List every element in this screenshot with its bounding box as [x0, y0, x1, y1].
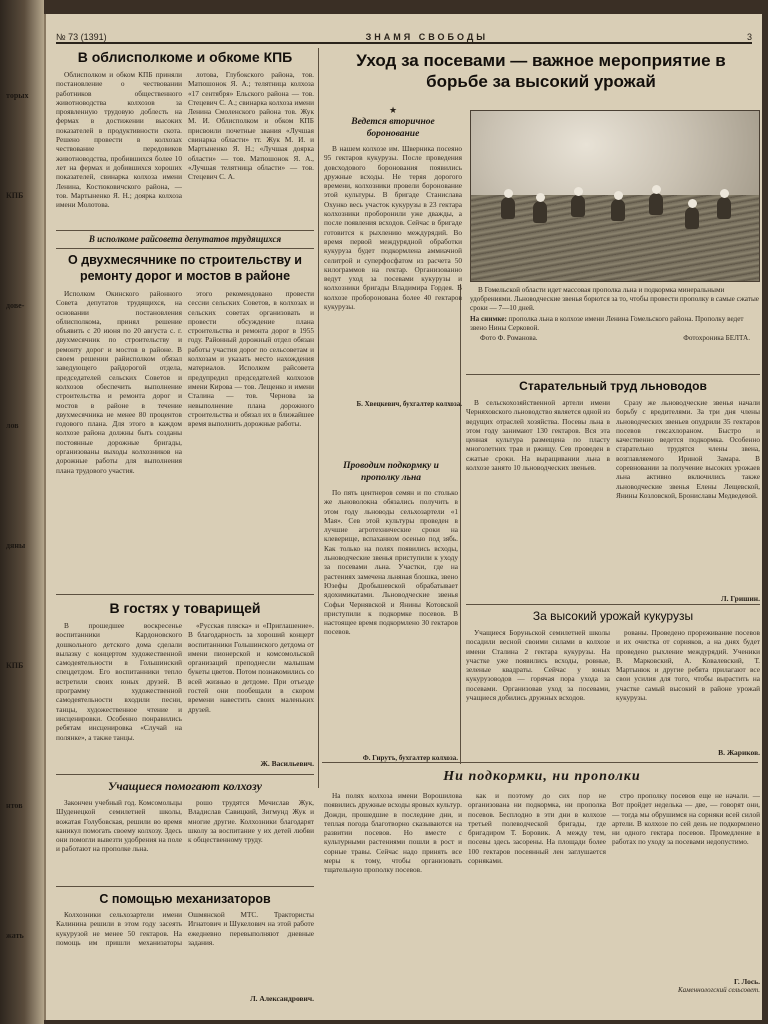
- main-title: Уход за посевами — важное мероприятие в борьбе за высокий урожай: [356, 51, 726, 91]
- article-body: В сельскохозяйственной артели имени Черняховского льноводство является одной из ведущих отраслей хозяйства. Посевы льна в этом году занимают 130 гектаров. Вся эта ценная культура размещена по пласту многолетних трав и ржищу. Сев проведен в сжатые сроки. На выращивании льна в колхозе занято 10 льноводческих звеньев.: [466, 398, 610, 473]
- ispolkom-article: [56, 48, 314, 228]
- article-title: Старательный труд льноводов: [519, 379, 707, 393]
- photo-credit: Фото Ф. Романова.: [480, 334, 538, 342]
- article-body: рованы. Проведено прореживание посевов и их очистка от сорняков, а на днях будет проведено рыхление междурядий. Ученики В. Марковский, А. Ковалевский, Т. Мартынюк и другие ребята прилагают все свои усилия для того, чтобы вырастить на участке самый высокий в районе урожай кукурузы.: [616, 628, 760, 703]
- strip-fragment: жать: [6, 931, 24, 940]
- strip-fragment: дяны: [6, 541, 26, 550]
- signature: В. Жариков.: [718, 748, 760, 757]
- article-title: Проводим подкормку и прополку льна: [343, 461, 439, 483]
- page-header: [56, 28, 752, 44]
- newspaper-page: [44, 14, 762, 1020]
- page-number: 3: [746, 32, 752, 42]
- signature: Г. Лось.: [734, 977, 760, 986]
- photo-agency: Фотохроника БЕЛТА.: [683, 334, 750, 342]
- masthead: ЗНАМЯ СВОБОДЫ: [365, 32, 489, 42]
- main-headline: [326, 50, 756, 92]
- mechanizers-article: [56, 886, 314, 1003]
- adjacent-page-strip: [0, 0, 44, 1024]
- strip-fragment: КПБ: [6, 191, 24, 200]
- article-title: В облисполкоме и обкоме КПБ: [77, 49, 293, 65]
- guests-article: [56, 594, 314, 771]
- signature: Л. Александрович.: [250, 994, 314, 1003]
- article-body: В нашем колхозе им. Шверника посеяно 95 гектаров кукурузы. После проведения довсходового боронования появились дружные всходы. Не теряя дорогого времени, колхозники провели боронование этой культуры. В бригаде Станислава Охунко весь участок кукурузы в 23 гектара колхозники проборонили уже дважды, а после появления всходов. Сейчас в бригаде готовится к рыхлению междурядий. Во время первой междурядной обработки кукуруза будет подкормлена аммиачной селитрой и суперфосфатом из расчета 50 килограммов на гектар. Организованно ведут уход за посевами кукурузы и колхозники бригады Владимира Гордея. В колхозе проборонована более 40 гектаров кукурузы.: [324, 144, 462, 312]
- section-kicker: В исполкоме райсовета депутатов трудящихся: [88, 234, 282, 244]
- article-body: этого рекомендовано провести сессии сельских Советов, в колхозах и сельских советах организовать и провести обсуждение плана строительства и ремонта дорог в 1955 году. Районный дорожный отдел обязан работы участия дорог по сельсоветам и колхозам и указать место нахождения материалов. Исполком райсовета предупредил председателей колхозов имени Кирова — тов. Лещенко и имени Сталина — тов. Чернова за невыполнение плана дорожного строительства и обязал их в ближайшее время выполнить дорожные работы.: [188, 289, 314, 429]
- article-title: О двухмесячнике по строительству и ремонту дорог и мостов в районе: [68, 253, 302, 283]
- star-icon: ★: [388, 106, 398, 116]
- strip-fragment: КПБ: [6, 661, 24, 670]
- strip-fragment: лов: [6, 421, 19, 430]
- issue-number: № 73 (1391): [56, 32, 107, 42]
- article-body: В прошедшее воскресенье воспитанники Кардоновского дошкольного детского дома сделали вылазку с концертом художественной самодеятельности в Гольшинский спецдетдом. Его воспитанники тепло встретили своих юных друзей. В программу художественной самодеятельности входили песни, танцы, художественное чтение и инсценировки. Особенно понравились ребятам инсценировка «Случай на полянке», а также танцы.: [56, 621, 182, 742]
- corn-article: [466, 604, 760, 757]
- article-title: С помощью механизаторов: [99, 892, 271, 906]
- caption-label: На снимке:: [470, 315, 507, 323]
- caption-text: В Гомельской области идет массовая прополка льна и подкормка минеральными удобрениями. Льноводческие звенья борются за то, чтобы провести прополку в самые сжатые сроки — 7—10 дней.: [470, 286, 759, 312]
- article-title: Учащиеся помогают колхозу: [108, 779, 262, 793]
- article-body: На полях колхоза имени Ворошилова появились дружные всходы яровых культур. Дожди, прошедшие в последние дни, и теплая погода благотворно сказываются на развитии посевов. Но вместе с культурными растениями пошли в рост и сорные травы. Сейчас надо принять все меры к тому, чтобы организовать тщательную прополку посевов.: [324, 791, 462, 875]
- flax-weeding-photo: [470, 110, 760, 282]
- article-body: как и поэтому до сих пор не организована ни подкормка, ни прополка посевов. Бесплодно в эти дни в колхозе третьей полеводческой бригады, где бригадиром Т. Боровик. А между тем, посевы здесь засорены. На площади более 100 гектаров посеянный лен заглушается сорняками.: [468, 791, 606, 866]
- no-care-article: [324, 768, 760, 1001]
- article-title: Ни подкормки, ни прополки: [443, 769, 641, 784]
- flax-growers-article: [466, 374, 760, 603]
- strip-fragment: нтов: [6, 801, 23, 810]
- article-body: «Русская пляска» и «Приглашение». В благодарность за хороший концерт воспитанники Гольшинского детдома от имени пионерской и комсомольской организаций преподнесли малышам букеты цветов. Потом познакомились со всей жизнью в детдоме. При отъезде гостей они пообещали в скором времени навестить своих маленьких друзей.: [188, 621, 314, 714]
- article-body: Колхозники сельхозартели имени Калинина решили в этом году засеять кукурузой не менее 50 гектаров. На помощь им пришли механизаторы Ошмянской МТС. Трактористы Игнатович и Шукелович на этой работе ежедневно перевыполняют дневные задания.: [56, 910, 314, 947]
- strip-fragment: торых: [6, 91, 29, 100]
- article-body: лотова, Глубокского района, тов. Матюшонок Я. А.; телятница колхоза «17 сентября» Ельского района — тов. Стецевич С. А.; свинарка колхоза имени Ленина Смоленского района тов. Жук М. И. Облисполком и обком КПБ присвоили почетные звания «Лучшая свинарка области» тт. Жук М. И. и Мартыненко Я. Н.; «Лучшая доярка области» — тов. Матюшонок Я. А., «Лучшая телятница области» — тов. Стецевич С. А.: [188, 70, 314, 182]
- article-body: Облисполком и обком КПБ приняли постановление о чествовании работников общественного животноводства колхозов за проявленную трудовую доблесть на фермах в достижении высоких показателей в продуктивности скота. Решено провести в колхозах чествование передовиков животноводства, пробившихся более 10 лет на фермах и добившихся хороших показателей, свинарка колхоза имени Ленина, Костюковичского района, — тов. Мартыненко Я. Н.; доярка колхоза имени Молотова.: [56, 70, 182, 210]
- signature: Б. Хвецкевич, бухгалтер колхоза.: [356, 400, 462, 408]
- raisovet-article: [56, 230, 314, 585]
- article-title: За высокий урожай кукурузы: [532, 609, 694, 623]
- article-body: Сразу же льноводческие звенья начали борьбу с вредителями. За три дня члены льноводческих звеньев опудрили 35 гектаров посевов гексахлораном. Быстро и качественно ведется подкормка. Особенно старательно трудятся члены звена, возглавляемого Ириной Замара. В соревновании за получение высоких урожаев льна активно включились также льноводческие звенья Елены Лещевской, Янины Козловской, Брониславы Медведевой.: [616, 398, 760, 500]
- article-body: рошо трудятся Мечислав Жук, Владислав Савицкий, Зигмунд Жук и многие другие. Колхозники благодарят школу за воспитание у их детей любви к общественному труду.: [188, 798, 314, 845]
- strip-fragment: дове-: [6, 301, 25, 310]
- flax-feeding-article: [324, 460, 458, 762]
- article-body: Закончен учебный год. Комсомольцы Шуденецкой семилетней школы, вожатая Голубовская, решили во время каникул помогать своему колхозу. Здесь они помогли вывезти удобрения на поле и работают на прополке льна.: [56, 798, 182, 854]
- signature: Ф. Гирутъ, бухгалтер колхоза.: [362, 754, 458, 762]
- article-title: В гостях у товарищей: [109, 600, 261, 616]
- signature-note: Каменнологский сельсовет.: [677, 986, 760, 994]
- article-title: Ведется вторичное боронование: [351, 117, 435, 139]
- article-body: Учащиеся Боруньской семилетней школы посадили весной своими силами в колхозе имени Сталина 2 гектара кукурузы. На участке уже появились всходы, ровные, зеленые квадраты. Сейчас у юных кукурузоводов — горячая пора ухода за посевами. Организовав уход за посевами, учащиеся добились дружных всходов.: [466, 628, 610, 703]
- second-weeding-article: [324, 106, 462, 408]
- photo-caption: [470, 286, 760, 343]
- caption-label-text: прополка льна в колхозе имени Ленина Гомельского района. Прополку ведет звено Нины Серковой.: [470, 315, 744, 332]
- article-body: Исполком Окинского районного Совета депутатов трудящихся, на основании постановления облисполкома, принял решение объявить с 20 июня по 20 августа с. г. двухмесячник по строительству и ремонту дорог и мостов в районе. В своем решении райисполком обязал заведующего райдорогой отдела, председателей сельских Советов и колхозов обеспечить выполнение строительства и ремонта дорог и мостов в районе в течение двухмесячника не менее 80 процентов годового плана. Для этого в каждом колхозе района должны быть созданы постоянные дорожные бригады, организованы выходы колхозников на дорожные работы для выполнения плана трудового участия.: [56, 289, 182, 475]
- signature: Л. Гришин.: [721, 594, 760, 603]
- article-body: стро прополку посевов еще не начали. — Вот пройдет неделька — две, — говорят они, — тогда мы обрушимся на сорняки всей силой артели. В колхозе по сей день не подкормлено ни одного гектара посевов. Промедление в работах по уходу за посевами недопустимо.: [612, 791, 760, 847]
- article-body: По пять центнеров семян и по столько же льноволокна обязались получить в этом году льноводы сельхозартели «1 Мая». Сев этой культуры проведен в лучшие агротехнические сроки на клеверище, вспаханном осенью под зябь. Как только на полях появились всходы, льноводческие звенья приступили к уходу за посевами льна. Участки, где на растениях замечена льняная блошка, звено Юзефы Дробышевской обрабатывает ядохимикатами. Льноводческие звенья Софьи Чернявской и Янины Котовской приступили к подкормке посевов. В настоящее время подкормлено 30 гектаров посевов.: [324, 488, 458, 637]
- signature: Ж. Васильевич.: [260, 759, 314, 768]
- students-article: [56, 774, 314, 882]
